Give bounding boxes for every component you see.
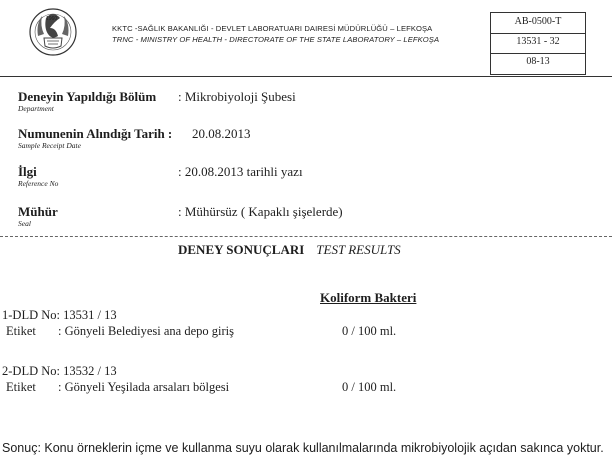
department-sublabel: Department xyxy=(18,104,54,113)
results-title-tr: DENEY SONUÇLARI xyxy=(178,242,305,257)
seal-value: : Mühürsüz ( Kapaklı şişelerde) xyxy=(178,204,343,219)
sample-2-dld: 2-DLD No: 13532 / 13 xyxy=(2,364,117,378)
department-value: : Mikrobiyoloji Şubesi xyxy=(178,89,296,104)
sample-2-result: 0 / 100 ml. xyxy=(342,380,397,394)
section-divider xyxy=(0,236,612,237)
seal-sublabel: Seal xyxy=(18,219,31,228)
sample-1-label-value: : Gönyeli Belediyesi ana depo giriş xyxy=(58,324,235,338)
receipt-date-label: Numunenin Alındığı Tarih : xyxy=(18,126,173,141)
coliform-column-header: Koliform Bakteri xyxy=(320,290,417,305)
reference-value: : 20.08.2013 tarihli yazı xyxy=(178,164,303,179)
receipt-date-value: 20.08.2013 xyxy=(192,126,251,141)
header-line-turkish: KKTC -SAĞLIK BAKANLIĞI - DEVLET LABORATUARI DAIRESİ MÜDÜRLÜĞÜ – LEFKOŞA xyxy=(112,24,433,33)
header-line-english: TRNC - MINISTRY OF HEALTH - DIRECTORATE OF THE STATE LABORATORY – LEFKOŞA xyxy=(112,35,440,44)
sample-1-result: 0 / 100 ml. xyxy=(342,324,397,338)
department-label: Deneyin Yapıldığı Bölüm xyxy=(18,89,157,104)
sample-1-dld: 1-DLD No: 13531 / 13 xyxy=(2,308,117,322)
sample-2-label-value: : Gönyeli Yeşilada arsaları bölgesi xyxy=(58,380,230,394)
emblem-year: 1960 xyxy=(46,16,58,22)
seal-label: Mühür xyxy=(18,204,58,219)
issue-month: 08-13 xyxy=(526,56,550,67)
reference-label: İlgi xyxy=(18,164,37,179)
header-divider xyxy=(0,76,612,77)
receipt-date-sublabel: Sample Receipt Date xyxy=(18,141,81,150)
reference-box xyxy=(490,12,586,75)
sample-1-label-key: Etiket xyxy=(6,324,36,338)
form-code: AB-0500-T xyxy=(514,16,562,27)
ministry-emblem xyxy=(28,6,78,58)
results-title xyxy=(178,242,401,258)
reference-sublabel: Reference No xyxy=(18,179,59,188)
document-number: 13531 - 32 xyxy=(516,36,560,47)
results-title-en: TEST RESULTS xyxy=(316,242,401,257)
conclusion-text: Sonuç: Konu örneklerin içme ve kullanma suyu olarak kullanılmalarında mikrobiyolojik açıdan sakınca yoktur. xyxy=(2,441,604,455)
sample-2-label-key: Etiket xyxy=(6,380,36,394)
